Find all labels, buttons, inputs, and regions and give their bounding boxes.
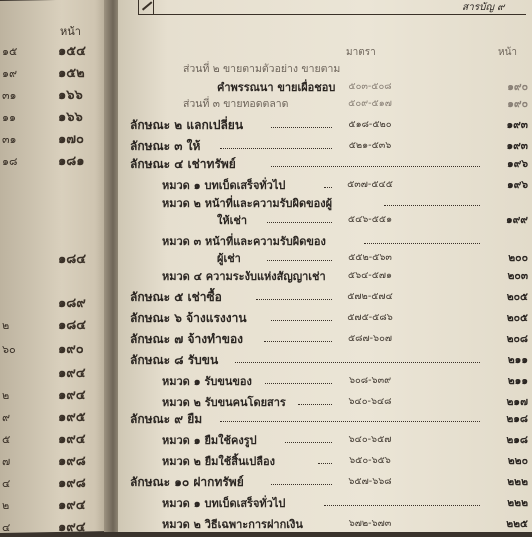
dot-leader (235, 362, 480, 363)
toc-entry-label: ลักษณะ ๕ เช่าซื้อ (130, 290, 222, 304)
toc-entry-page: ๑๙๖ (506, 158, 528, 170)
left-page-number: ๑๙๔ (58, 432, 86, 447)
toc-entry-label: ลักษณะ ๒ แลกเปลี่ยน (130, 118, 244, 132)
left-page-number: ๑๖๖ (58, 110, 83, 125)
dot-leader (271, 166, 480, 167)
column-header-article: มาตรา (346, 47, 376, 58)
dot-leader (220, 148, 332, 149)
left-page-number: ๑๕๒ (58, 66, 85, 81)
left-page-article: ๑๑ (2, 111, 16, 124)
toc-entry-label: หมวด ๓ หน้าที่และความรับผิดของ (162, 235, 326, 248)
toc-entry-article: ๕๐๙-๕๑๗ (348, 98, 392, 109)
toc-entry-page: ๑๙๖ (506, 179, 528, 191)
left-page-number: ๑๗๐ (58, 132, 84, 147)
toc-entry-page: ๒๒๒ (507, 476, 528, 488)
toc-entry-label: หมวด ๑ บทเบ็ดเสร็จทั่วไป (162, 497, 286, 510)
toc-entry-label: ลักษณะ ๔ เช่าทรัพย์ (130, 157, 236, 171)
toc-entry-label: หมวด ๑ รับขนของ (162, 375, 252, 388)
toc-entry-label: ส่วนที่ ๓ ขายทอดตลาด (183, 98, 289, 110)
toc-entry-article: ๕๔๖-๕๕๑ (347, 214, 393, 225)
dot-leader (271, 320, 332, 321)
left-page-number: ๑๘๑ (58, 154, 85, 169)
toc-entry-page: ๒๒๕ (506, 518, 528, 530)
toc-entry-label: ลักษณะ ๙ ยืม (130, 412, 203, 426)
dot-leader (364, 243, 480, 244)
dot-leader (265, 383, 332, 384)
left-page-article: ๗ (2, 455, 11, 468)
toc-entry-page: ๑๙๓ (506, 119, 528, 131)
left-page-number: ๑๙๕ (58, 410, 86, 425)
toc-entry-article: ๖๔๐-๖๔๘ (348, 396, 392, 407)
left-page-article: ๑๙ (2, 67, 18, 80)
toc-entry-article: ๕๘๗-๖๐๗ (347, 333, 393, 344)
dot-leader (271, 127, 332, 128)
toc-entry-article: ๕๗๒-๕๗๔ (347, 291, 393, 302)
dot-leader (298, 404, 332, 405)
toc-entry-article: ๕๕๒-๕๖๓ (348, 252, 392, 263)
toc-entry-page: ๒๑๘ (506, 413, 528, 425)
left-page-number: ๑๙๘ (58, 454, 86, 469)
dot-leader (256, 299, 332, 300)
left-page-article: ๕ (2, 433, 11, 446)
toc-entry-page: ๒๑๗ (506, 396, 528, 408)
left-page-number: ๑๙๔ (58, 388, 86, 403)
toc-entry-label: หมวด ๑ บทเบ็ดเสร็จทั่วไป (162, 179, 286, 192)
left-page-article: ๑๘ (2, 155, 18, 168)
left-page-number: ๑๘๔ (58, 252, 87, 267)
toc-entry-article: ๖๔๐-๖๕๗ (348, 434, 392, 445)
left-page-article: ๔ (2, 521, 11, 534)
toc-entry-article: ๕๐๓-๕๐๘ (348, 81, 392, 92)
left-page-article: ๒ (2, 319, 10, 332)
toc-entry-article: ๖๕๐-๖๕๖ (349, 455, 391, 466)
page-corner-icon (138, 0, 154, 15)
left-page-number: ๑๕๔ (58, 44, 86, 59)
toc-entry-label: หมวด ๒ รับขนคนโดยสาร (162, 396, 286, 409)
toc-entry-label: คำพรรณนา ขายเผื่อชอบ (217, 81, 336, 94)
toc-entry-article: ๖๗๒-๖๗๓ (348, 518, 392, 529)
toc-entry-article: ๕๑๘-๕๒๐ (348, 119, 392, 130)
left-page-number: ๑๙๘ (58, 476, 86, 491)
toc-entry-label: ลักษณะ ๘ รับขน (130, 353, 219, 367)
left-page-article: ๓๑ (2, 89, 17, 102)
dot-leader (264, 341, 332, 342)
toc-entry-article: ๖๕๗-๖๖๘ (348, 476, 392, 487)
toc-entry-page: ๒๑๑ (507, 354, 528, 366)
toc-entry-page: ๑๙๓ (506, 140, 528, 152)
page-header-title: สารบัญ ๙ (462, 2, 505, 13)
left-page-number: ๑๖๖ (58, 88, 83, 103)
toc-entry-page: ๒๐๓ (507, 270, 528, 282)
left-page-number: ๑๙๔ (58, 498, 86, 513)
left-page-number: ๑๘๔ (58, 318, 87, 333)
left-page-number: ๑๙๐ (58, 342, 84, 357)
toc-entry-article: ๕๖๔-๕๗๑ (347, 270, 393, 281)
dot-leader (267, 222, 332, 223)
toc-entry-article: ๕๒๑-๕๓๖ (348, 140, 392, 151)
dot-leader (271, 484, 332, 485)
toc-entry-label: หมวด ๒ หน้าที่และความรับผิดของผู้ (162, 197, 333, 210)
left-page-number: ๑๙๔ (58, 520, 86, 535)
toc-entry-label: ผู้เช่า (217, 252, 241, 265)
toc-entry-page: ๒๒๐ (507, 455, 528, 467)
toc-entry-label: หมวด ๒ ยืมใช้สิ้นเปลือง (162, 455, 275, 468)
toc-entry-page: ๒๐๕ (506, 312, 528, 324)
toc-entry-label: ให้เช่า (217, 214, 248, 227)
dot-leader (384, 205, 480, 206)
dot-leader (267, 260, 332, 261)
toc-entry-label: หมวด ๑ ยืมใช้คงรูป (162, 434, 257, 447)
toc-entry-article: ๕๗๕-๕๘๖ (347, 312, 393, 323)
dot-leader (285, 442, 332, 443)
toc-entry-article: ๕๓๗-๕๔๕ (347, 179, 393, 190)
toc-entry-label: หมวด ๒ วิธีเฉพาะการฝากเงิน (162, 518, 303, 531)
toc-entry-page: ๒๐๘ (506, 333, 528, 345)
dot-leader (220, 421, 480, 422)
left-page-article: ๒ (2, 389, 10, 402)
left-page-article: ๓๑ (2, 133, 17, 146)
toc-entry-label: ลักษณะ ๗ จ้างทำของ (130, 332, 244, 346)
left-page-header: หน้า (60, 25, 81, 38)
left-page-article: ๖๐ (2, 343, 16, 356)
toc-entry-page: ๒๑๑ (507, 375, 528, 387)
toc-entry-label: ลักษณะ ๖ จ้างแรงงาน (130, 311, 247, 325)
toc-entry-page: ๒๑๘ (506, 434, 528, 446)
toc-entry-page: ๑๙๐ (507, 98, 528, 110)
toc-entry-page: ๒๒๒ (507, 497, 528, 509)
toc-entry-page: ๑๙๐ (507, 81, 528, 93)
toc-entry-page: ๒๐๐ (508, 252, 528, 264)
left-page-article: ๑๕ (2, 45, 18, 58)
left-page-number: ๑๙๔ (58, 366, 86, 381)
toc-entry-label: ลักษณะ ๑๐ ฝากทรัพย์ (130, 475, 244, 489)
left-page-number: ๑๘๙ (58, 296, 86, 311)
toc-entry-label: ส่วนที่ ๒ ขายตามตัวอย่าง ขายตาม (183, 63, 341, 75)
toc-entry-page: ๑๙๙ (505, 214, 528, 226)
left-page-article: ๒ (2, 499, 10, 512)
toc-entry-label: หมวด ๔ ความระงับแห่งสัญญาเช่า (162, 270, 326, 283)
toc-entry-page: ๒๐๕ (506, 291, 528, 303)
left-page-article: ๙ (2, 411, 11, 424)
toc-entry-article: ๖๐๘-๖๓๙ (348, 375, 392, 386)
dot-leader (324, 505, 480, 506)
left-page-article: ๔ (2, 477, 11, 490)
column-header-page: หน้า (498, 47, 518, 58)
toc-entry-label: ลักษณะ ๓ ให้ (130, 139, 201, 153)
